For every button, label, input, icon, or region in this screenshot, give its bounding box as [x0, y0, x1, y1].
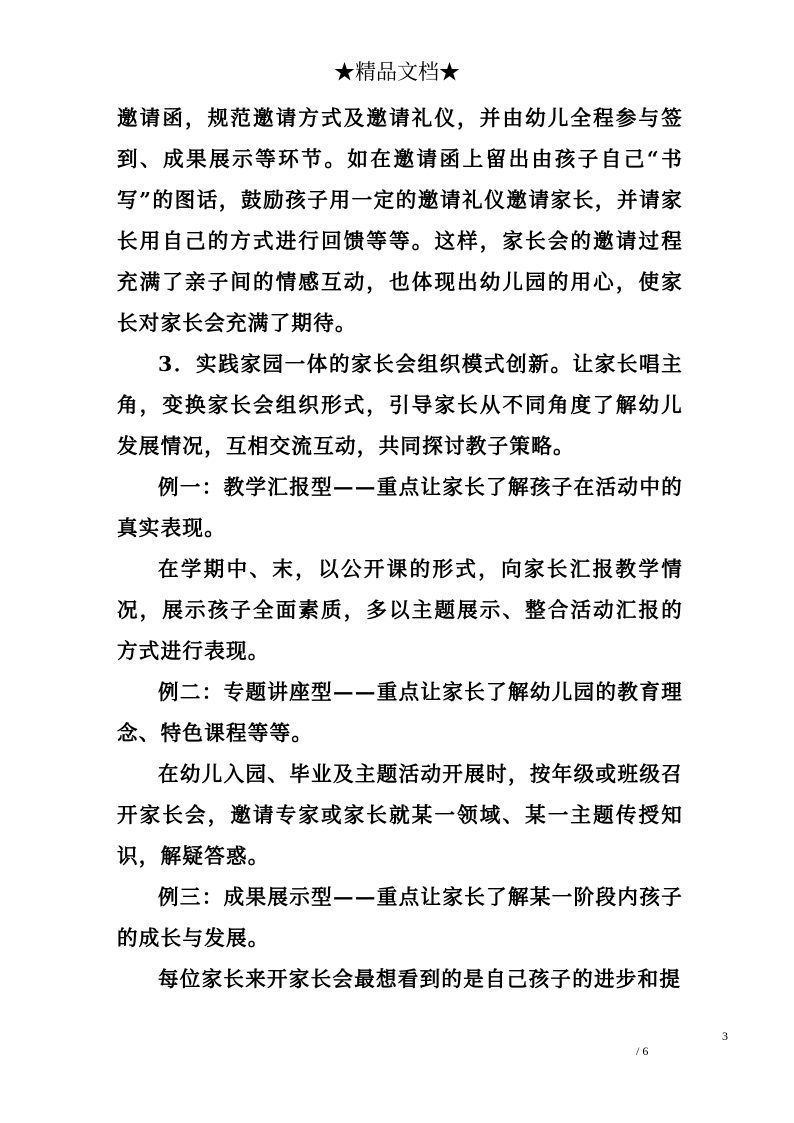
document-body [117, 98, 683, 1000]
paragraph-8: 每位家长来开家长会最想看到的是自己孩子的进步和提 [158, 967, 682, 991]
paragraph-4: 在学期中、末，以公开课的形式，向家长汇报教学情况，展示孩子全面素质，多以主题展示、整合活动汇报的方式进行表现。 [117, 557, 683, 663]
paragraph-5: 例二：专题讲座型——重点让家长了解幼儿园的教育理念、特色课程等等。 [117, 680, 683, 745]
paragraph-1: 邀请函，规范邀请方式及邀请礼仪，并由幼儿全程参与签到、成果展示等环节。如在邀请函上留出由孩子自己“书写”的图话，鼓励孩子用一定的邀请礼仪邀请家长，并请家长用自己的方式进行回馈等等。这样，家长会的邀请过程充满了亲子间的情感互动，也体现出幼儿园的用心，使家长对家长会充满了期待。 [117, 106, 683, 335]
paragraph-2: 3．实践家园一体的家长会组织模式创新。让家长唱主角，变换家长会组织形式，引导家长从不同角度了解幼儿发展情况，互相交流互动，共同探讨教子策略。 [117, 352, 683, 458]
page-number: 3 [722, 1029, 728, 1043]
page-total: / 6 [636, 1044, 649, 1058]
paragraph-6: 在幼儿入园、毕业及主题活动开展时，按年级或班级召开家长会，邀请专家或家长就某一领域、某一主题传授知识，解疑答惑。 [117, 762, 683, 868]
paragraph-3: 例一：教学汇报型——重点让家长了解孩子在活动中的真实表现。 [117, 475, 683, 540]
document-header: ★精品文档★ [334, 60, 460, 84]
paragraph-7: 例三：成果展示型——重点让家长了解某一阶段内孩子的成长与发展。 [117, 885, 683, 950]
